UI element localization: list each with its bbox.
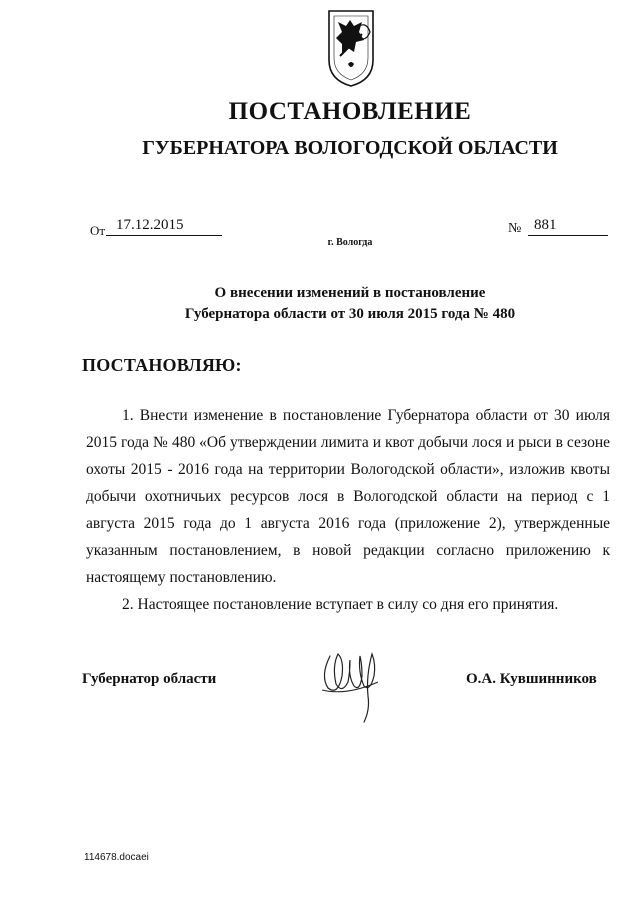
handwritten-signature bbox=[316, 646, 386, 724]
document-subject bbox=[0, 283, 640, 325]
document-file-id: 114678.docaei bbox=[84, 852, 149, 863]
subject-line-1: О внесении изменений в постановление bbox=[214, 285, 486, 301]
number-prefix: № bbox=[508, 221, 522, 236]
document-subtitle: ГУБЕРНАТОРА ВОЛОГОДСКОЙ ОБЛАСТИ bbox=[142, 137, 558, 159]
city-label: г. Вологда bbox=[327, 237, 373, 248]
subject-line-2: Губернатора области от 30 июля 2015 года № 480 bbox=[184, 306, 516, 322]
document-date: 17.12.2015 bbox=[106, 217, 222, 236]
document-number: 881 bbox=[528, 217, 608, 236]
decree-heading: ПОСТАНОВЛЯЮ: bbox=[82, 355, 242, 375]
signatory-name: О.А. Кувшинников bbox=[466, 671, 597, 687]
document-body bbox=[86, 402, 610, 618]
body-paragraph-2: 2. Настоящее постановление вступает в силу со дня его принятия. bbox=[122, 596, 559, 613]
body-paragraph-1: 1. Внести изменение в постановление Губернатора области от 30 июля 2015 года № 480 «Об утверждении лимита и квот добычи лося и рыси в сезоне охоты 2015 - 2016 года на территории Вологодской области», изложив квоты добычи охотничьих ресурсов лося в Вологодской области на период с 1 августа 2015 года до 1 августа 2016 года (приложение 2), утвержденные указанным постановлением, в новой редакции согласно приложению к настоящему постановлению. bbox=[86, 407, 610, 586]
document-title: ПОСТАНОВЛЕНИЕ bbox=[228, 98, 472, 125]
date-prefix: От bbox=[90, 223, 106, 238]
coat-of-arms-icon bbox=[326, 8, 376, 88]
signatory-role: Губернатор области bbox=[82, 671, 217, 687]
